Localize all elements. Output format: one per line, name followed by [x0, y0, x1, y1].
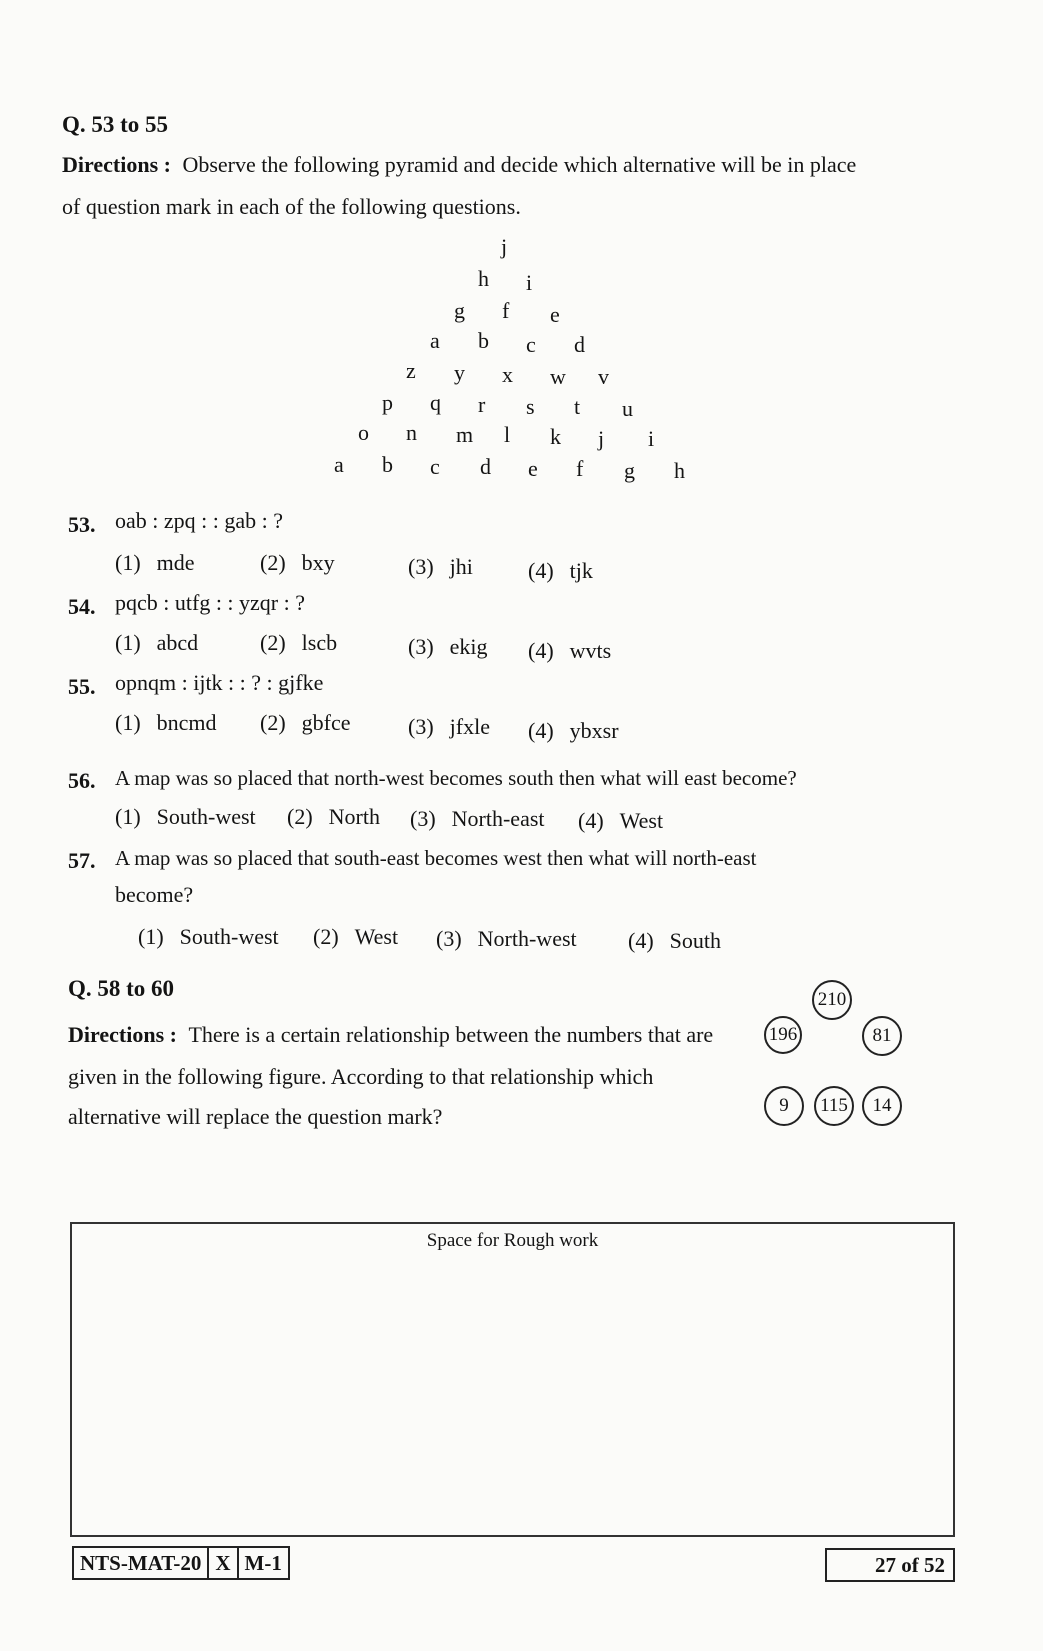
q56-option-1 — [115, 804, 256, 830]
pyramid-letter: l — [504, 422, 511, 447]
section-header-53-55: Q. 53 to 55 — [62, 112, 169, 137]
option-number: (2) — [260, 550, 286, 575]
pyramid-letter: m — [456, 422, 474, 447]
option-text: lscb — [301, 630, 338, 655]
pyramid-letter: e — [528, 456, 538, 481]
pyramid-letter: z — [406, 358, 416, 383]
directions2-text-1: There is a certain relationship between the numbers that are — [188, 1022, 714, 1047]
option-text: jhi — [449, 554, 473, 579]
question-text-53: oab : zpq : : gab : ? — [115, 508, 284, 533]
option-number: (3) — [408, 714, 434, 739]
option-text: bxy — [301, 550, 335, 575]
directions2-label: Directions : — [68, 1022, 177, 1047]
q55-option-1 — [115, 710, 217, 736]
pyramid-letter: i — [526, 270, 533, 295]
option-text: mde — [156, 550, 195, 575]
q56-option-3 — [410, 806, 545, 832]
option-text: gbfce — [301, 710, 351, 735]
pyramid-letter: f — [576, 456, 584, 481]
option-text: abcd — [156, 630, 199, 655]
q54-option-1 — [115, 630, 198, 656]
option-text: North — [328, 804, 380, 829]
pyramid-letter: a — [334, 452, 344, 477]
option-text: North-west — [477, 926, 577, 951]
q56-option-4 — [578, 808, 663, 834]
directions2-line-1 — [68, 1022, 713, 1048]
question-number-55: 55. — [68, 674, 96, 699]
directions2-line-2: given in the following figure. According to that relationship which — [68, 1064, 654, 1089]
question-number-56: 56. — [68, 768, 96, 793]
q55-option-2 — [260, 710, 351, 736]
directions2-line-3: alternative will replace the question mark? — [68, 1104, 443, 1129]
pyramid-letter: d — [480, 454, 491, 479]
option-number: (1) — [138, 924, 164, 949]
option-text: West — [354, 924, 399, 949]
option-number: (2) — [260, 710, 286, 735]
pyramid-letter: b — [478, 328, 489, 353]
pyramid-letter: v — [598, 364, 609, 389]
question-number-53: 53. — [68, 512, 96, 537]
option-number: (4) — [628, 928, 654, 953]
option-number: (1) — [115, 710, 141, 735]
number-circle: 210 — [812, 980, 852, 1020]
pyramid-letter: q — [430, 390, 441, 415]
option-number: (1) — [115, 630, 141, 655]
page-number: 27 of 52 — [875, 1552, 945, 1577]
pyramid-letter: f — [502, 298, 510, 323]
option-number: (3) — [408, 554, 434, 579]
option-number: (2) — [313, 924, 339, 949]
pyramid-letter: s — [526, 394, 535, 419]
pyramid-letter: b — [382, 452, 393, 477]
option-text: ekig — [449, 634, 488, 659]
number-circle: 9 — [764, 1086, 804, 1126]
option-number: (1) — [115, 550, 141, 575]
q57-option-2 — [313, 924, 398, 950]
option-number: (3) — [408, 634, 434, 659]
question-text-55: opnqm : ijtk : : ? : gjfke — [115, 670, 324, 695]
pyramid-letter: w — [550, 364, 566, 389]
pyramid-letter: g — [624, 458, 635, 483]
directions-label: Directions : — [62, 152, 171, 177]
q53-option-1 — [115, 550, 195, 576]
q53-option-4 — [528, 558, 593, 584]
section-header-58-60: Q. 58 to 60 — [68, 976, 175, 1001]
question-text-56: A map was so placed that north-west becomes south then what will east become? — [115, 766, 797, 790]
question-number-57: 57. — [68, 848, 96, 873]
q57-option-1 — [138, 924, 279, 950]
pyramid-letter: h — [478, 266, 489, 291]
pyramid-letter: i — [648, 426, 655, 451]
rough-work-box — [70, 1222, 955, 1537]
option-number: (3) — [436, 926, 462, 951]
question-text-54: pqcb : utfg : : yzqr : ? — [115, 590, 306, 615]
rough-work-title: Space for Rough work — [426, 1230, 599, 1251]
option-text: South-west — [156, 804, 256, 829]
pyramid-letter: o — [358, 420, 369, 445]
option-number: (3) — [410, 806, 436, 831]
option-number: (1) — [115, 804, 141, 829]
q53-option-2 — [260, 550, 335, 576]
pyramid-letter: a — [430, 328, 440, 353]
q57-option-3 — [436, 926, 577, 952]
option-number: (4) — [578, 808, 604, 833]
pyramid-letter: e — [550, 302, 560, 327]
footer-module: M-1 — [237, 1548, 288, 1578]
option-text: North-east — [451, 806, 545, 831]
option-text: West — [619, 808, 664, 833]
option-number: (4) — [528, 558, 554, 583]
number-circle: 196 — [764, 1016, 802, 1054]
pyramid-letter: h — [674, 458, 685, 483]
option-number: (4) — [528, 718, 554, 743]
q56-option-2 — [287, 804, 380, 830]
number-circle: 14 — [862, 1086, 902, 1126]
q54-option-2 — [260, 630, 337, 656]
option-number: (4) — [528, 638, 554, 663]
option-text: South-west — [179, 924, 279, 949]
pyramid-letter: j — [501, 234, 508, 259]
pyramid-letter: t — [574, 394, 581, 419]
page-number-box — [825, 1548, 955, 1582]
footer-code: NTS-MAT-20 — [80, 1550, 202, 1575]
pyramid-letter: k — [550, 424, 561, 449]
option-number: (2) — [260, 630, 286, 655]
pyramid-letter: r — [478, 392, 486, 417]
pyramid-letter: p — [382, 390, 393, 415]
q55-option-3 — [408, 714, 490, 740]
q54-option-3 — [408, 634, 488, 660]
pyramid-letter: x — [502, 362, 513, 387]
pyramid-letter: n — [406, 420, 417, 445]
question-number-54: 54. — [68, 594, 96, 619]
directions-text-1: Observe the following pyramid and decide which alternative will be in place — [182, 152, 857, 177]
pyramid-letter: c — [526, 332, 536, 357]
option-text: wvts — [569, 638, 612, 663]
q54-option-4 — [528, 638, 611, 664]
option-text: jfxle — [449, 714, 490, 739]
q55-option-4 — [528, 718, 619, 744]
option-number: (2) — [287, 804, 313, 829]
pyramid-letter: d — [574, 332, 585, 357]
q57-option-4 — [628, 928, 721, 954]
question-text-57-cont: become? — [115, 882, 194, 907]
q53-option-3 — [408, 554, 473, 580]
pyramid-letter: j — [598, 426, 605, 451]
footer-set: X — [207, 1548, 236, 1578]
footer-code-box — [72, 1546, 290, 1580]
option-text: bncmd — [156, 710, 217, 735]
question-text-57: A map was so placed that south-east becomes west then what will north-east — [115, 846, 757, 870]
pyramid-letter: g — [454, 298, 465, 323]
pyramid-letter: c — [430, 454, 440, 479]
directions-line-2: of question mark in each of the following questions. — [62, 194, 521, 219]
option-text: South — [669, 928, 722, 953]
pyramid-letter: y — [454, 360, 465, 385]
option-text: ybxsr — [569, 718, 619, 743]
number-circle: 81 — [862, 1016, 902, 1056]
option-text: tjk — [569, 558, 593, 583]
pyramid-letter: u — [622, 396, 633, 421]
number-circle: 115 — [814, 1086, 854, 1126]
directions-line-1 — [62, 152, 856, 178]
